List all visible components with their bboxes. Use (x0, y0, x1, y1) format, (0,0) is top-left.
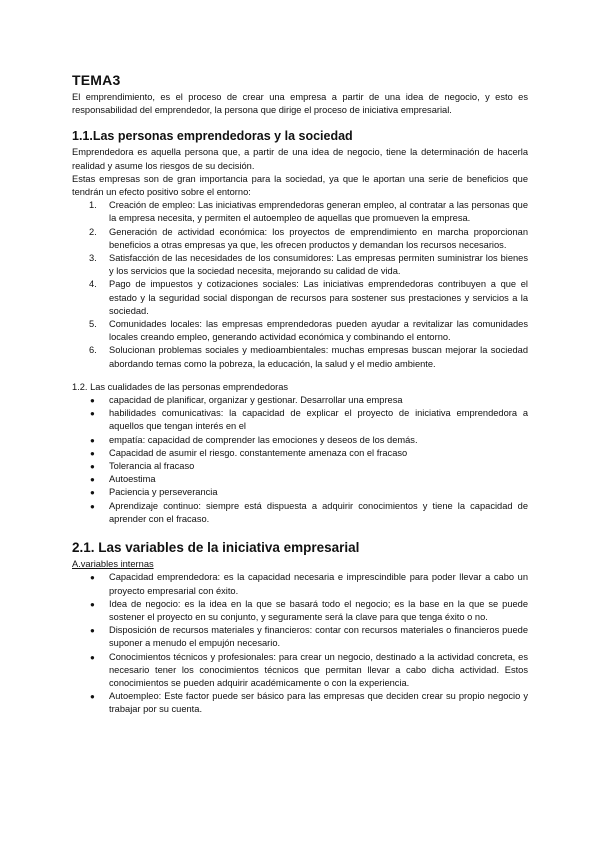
list-number: 5. (89, 319, 97, 330)
bullet-icon: ● (90, 488, 95, 498)
list-item (72, 624, 528, 650)
list-item-text: Comunidades locales: las empresas emprendedoras pueden ayudar a revitalizar las comunidades locales creando empleo, generando actividad económica y combinando el entorno. (109, 319, 528, 343)
bullet-icon: ● (90, 652, 95, 662)
bullet-icon: ● (90, 599, 95, 609)
list-item (72, 598, 528, 624)
bullet-icon: ● (90, 462, 95, 472)
list-item (72, 394, 528, 407)
list-number: 4. (89, 279, 97, 290)
list-item (72, 278, 528, 318)
list-item-text: Idea de negocio: es la idea en la que se basará todo el negocio; es la base en la que se puede sostener el proyecto en su conjunto, y seguramente será la clave para que tenga éxito o no. (109, 598, 528, 622)
benefits-list (72, 199, 528, 371)
list-item (72, 651, 528, 691)
bullet-icon: ● (90, 448, 95, 458)
list-item (72, 460, 528, 473)
section-heading-2-1: 2.1. Las variables de la iniciativa empresarial (72, 540, 360, 556)
list-number: 3. (89, 253, 97, 264)
bullet-icon: ● (90, 501, 95, 511)
list-item (72, 486, 528, 499)
section-heading-1-2: 1.2. Las cualidades de las personas emprendedoras (72, 381, 289, 392)
list-item-text: Tolerancia al fracaso (109, 461, 195, 472)
list-item-text: capacidad de planificar, organizar y gestionar. Desarrollar una empresa (109, 395, 403, 406)
list-item (72, 571, 528, 597)
list-item-text: Capacidad emprendedora: es la capacidad necesaria e imprescindible para poder llevar a cabo un proyecto empresarial con éxito. (109, 572, 528, 596)
section-heading-1-1: 1.1.Las personas emprendedoras y la sociedad (72, 129, 353, 144)
list-item-text: Autoestima (109, 474, 156, 485)
list-item-text: Satisfacción de las necesidades de los consumidores: Las empresas permiten suministrar los bienes y los servicios que la sociedad necesita, mejorando su calidad de vida. (109, 253, 528, 277)
list-item-text: Disposición de recursos materiales y financieros: contar con recursos materiales o financieros puede suponer a menudo el empujón necesario. (109, 625, 528, 649)
list-item-text: Solucionan problemas sociales y medioambientales: muchas empresas buscan mejorar la sociedad abordando temas como la pobreza, la educación, la salud y el medio ambiente. (109, 345, 528, 369)
bullet-icon: ● (90, 475, 95, 485)
list-item-text: Conocimientos técnicos y profesionales: para crear un negocio, destinado a la actividad concreta, es necesario tener los conocimientos técnicos que permitan llevar a cabo dicha actividad. Estos conocimientos se pueden adquirir académicamente o con la experiencia. (109, 651, 528, 688)
bullet-icon: ● (90, 692, 95, 702)
list-item-text: habilidades comunicativas: la capacidad de explicar el proyecto de iniciativa emprendedora a aquellos que tengan interés en el (109, 408, 528, 432)
qualities-list (72, 394, 528, 526)
list-item-text: Capacidad de asumir el riesgo. constantemente amenaza con el fracaso (109, 447, 408, 458)
list-item (72, 407, 528, 433)
intro-paragraph: El emprendimiento, es el proceso de crear una empresa a partir de una idea de negocio, y esto es responsabilidad del emprendedor, la persona que dirige el proceso de iniciativa empresarial. (72, 92, 528, 116)
list-number: 6. (89, 345, 97, 356)
section-1-1-paragraph-2: Estas empresas son de gran importancia para la sociedad, ya que le aportan una serie de beneficios que tendrán un efecto positivo sobre el entorno: (72, 173, 528, 198)
list-item-text: Generación de actividad económica: los proyectos de emprendimiento en marcha proporcionan beneficios a otras empresas ya que, les ofrecen productos y demandan los recursos necesarios. (109, 226, 528, 250)
list-number: 1. (89, 200, 97, 211)
bullet-icon: ● (90, 626, 95, 636)
list-item-text: Pago de impuestos y cotizaciones sociales: Las iniciativas emprendedoras contribuyen a que el estado y la seguridad social dispongan de recursos para sostener sus prestaciones y servicios a la sociedad. (109, 279, 528, 316)
list-item (72, 252, 528, 278)
list-item (72, 434, 528, 447)
list-item (72, 690, 528, 716)
internal-variables-list (72, 571, 528, 716)
list-item-text: Autoempleo: Este factor puede ser básico para las empresas que deciden crear su propio negocio y trabajar por su cuenta. (109, 691, 528, 715)
list-item (72, 473, 528, 486)
list-item (72, 447, 528, 460)
page-title: TEMA3 (72, 72, 121, 88)
list-item (72, 344, 528, 370)
bullet-icon: ● (90, 396, 95, 406)
list-item-text: Paciencia y perseverancia (109, 487, 218, 498)
list-item-text: empatía: capacidad de comprender las emociones y deseos de los demás. (109, 434, 418, 445)
list-item-text: Aprendizaje continuo: siempre está dispuesta a adquirir conocimientos y tiene la capacidad de aprender con el fracaso. (109, 500, 528, 524)
bullet-icon: ● (90, 573, 95, 583)
list-item (72, 500, 528, 526)
list-item-text: Creación de empleo: Las iniciativas emprendedoras generan empleo, al contratar a las personas que la empresa necesita, y permiten el autoempleo de aquellas que promueven la empresa. (109, 200, 528, 224)
bullet-icon: ● (90, 409, 95, 419)
list-item (72, 199, 528, 225)
section-1-1-paragraph-1: Emprendedora es aquella persona que, a partir de una idea de negocio, tiene la determinación de hacerla realidad y asume los riesgos de su decisión. (72, 147, 528, 171)
list-item (72, 318, 528, 344)
list-number: 2. (89, 226, 97, 237)
bullet-icon: ● (90, 435, 95, 445)
subheading-variables-internas: A.variables internas (72, 559, 154, 570)
list-item (72, 226, 528, 252)
